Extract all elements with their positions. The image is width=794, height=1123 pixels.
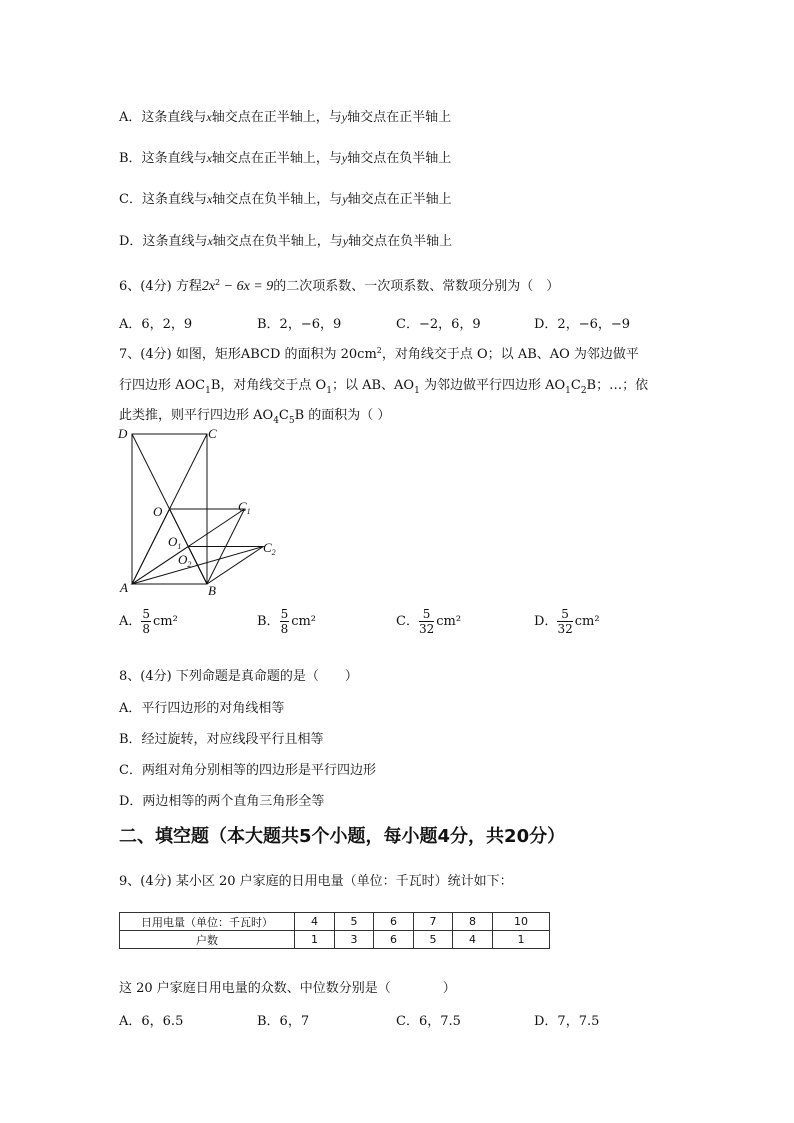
- q6-stem: 6、(4分) 方程$2x^2 - 6x = 9$的二次项系数、一次项系数、常数项分别为（ ）: [119, 278, 560, 294]
- q5-option-b: B．这条直线与x轴交点在正半轴上，与y轴交点在负半轴上: [119, 151, 452, 166]
- table-cell: 1: [295, 931, 335, 949]
- q8-option-d: D．两边相等的两个直角三角形全等: [119, 794, 325, 809]
- q9-option-d: D．7，7.5: [534, 1014, 600, 1029]
- q7-stem-line2: 行四边形 $AOC_1B$，对角线交于点 $O_1$；以 AB、$AO_1$ 为邻边做平行四边形 $AO_1C_2B$；…；依: [119, 378, 649, 396]
- q9-option-a: A．6，6.5: [119, 1014, 184, 1029]
- q7-stem-line3: 此类推，则平行四边形 $AO_4C_5B$ 的面积为（ ）: [119, 408, 391, 426]
- table-cell: 6: [374, 913, 414, 931]
- q7-option-b: B． $\frac{5}{8}$ cm²: [257, 607, 317, 636]
- label-c1: $C_1$: [238, 499, 251, 516]
- table-cell: 5: [414, 931, 453, 949]
- q8-stem: 8、(4分) 下列命题是真命题的是（ ）: [119, 669, 358, 684]
- q5-option-c: C．这条直线与x轴交点在负半轴上，与y轴交点在正半轴上: [119, 192, 452, 207]
- table-header-cell: 日用电量（单位：千瓦时）: [120, 913, 295, 931]
- q9-question: 这 20 户家庭日用电量的众数、中位数分别是（ ）: [119, 981, 456, 996]
- table-cell: 10: [493, 913, 550, 931]
- q8-option-a: A．平行四边形的对角线相等: [119, 701, 285, 716]
- table-cell: 4: [453, 931, 493, 949]
- q8-option-b: B．经过旋转，对应线段平行且相等: [119, 732, 324, 747]
- q7-stem-line1: 7、(4分) 如图，矩形ABCD 的面积为 $20cm^2$，对角线交于点 O；以 AB、AO 为邻边做平: [119, 346, 639, 362]
- q6-option-b: B．2，−6，9: [257, 317, 342, 332]
- q6-option-c: C．−2，6，9: [396, 317, 481, 332]
- label-a: A: [120, 580, 128, 595]
- table-cell: 3: [335, 931, 374, 949]
- q7-figure: [110, 424, 300, 599]
- q9-stem: 9、(4分) 某小区 20 户家庭的日用电量（单位：千瓦时）统计如下：: [119, 874, 513, 889]
- q5-option-d: D．这条直线与x轴交点在负半轴上，与y轴交点在负半轴上: [119, 234, 453, 249]
- label-d: D: [118, 426, 128, 441]
- table-row: [120, 931, 550, 949]
- table-cell: 1: [493, 931, 550, 949]
- label-o1: $O_1$: [168, 534, 182, 551]
- q9-option-b: B．6，7: [257, 1014, 310, 1029]
- table-cell: 4: [295, 913, 335, 931]
- label-o2: $O_2$: [178, 552, 192, 569]
- q7-option-c: C． $\frac{5}{32}$ cm²: [396, 607, 462, 636]
- table-cell: 8: [453, 913, 493, 931]
- q5-option-a: A．这条直线与x轴交点在正半轴上，与y轴交点在正半轴上: [119, 110, 452, 125]
- q9-option-c: C．6，7.5: [396, 1014, 461, 1029]
- label-c2: $C_2$: [263, 540, 276, 557]
- q8-option-c: C．两组对角分别相等的四边形是平行四边形: [119, 763, 376, 778]
- q7-option-d: D． $\frac{5}{32}$ cm²: [534, 607, 600, 636]
- q9-table: [119, 912, 550, 949]
- table-header-cell: 户数: [120, 931, 295, 949]
- section-heading: 二、填空题（本大题共5个小题，每小题4分，共20分）: [119, 826, 566, 847]
- table-cell: 5: [335, 913, 374, 931]
- q6-option-d: D．2，−6，−9: [534, 317, 631, 332]
- label-o: O: [153, 504, 163, 519]
- q6-option-a: A．6，2，9: [119, 317, 193, 332]
- table-row: [120, 913, 550, 931]
- table-cell: 6: [374, 931, 414, 949]
- label-b: B: [208, 583, 216, 598]
- q7-option-a: A． $\frac{5}{8}$ cm²: [119, 607, 178, 636]
- label-c: C: [208, 426, 217, 441]
- table-cell: 7: [414, 913, 453, 931]
